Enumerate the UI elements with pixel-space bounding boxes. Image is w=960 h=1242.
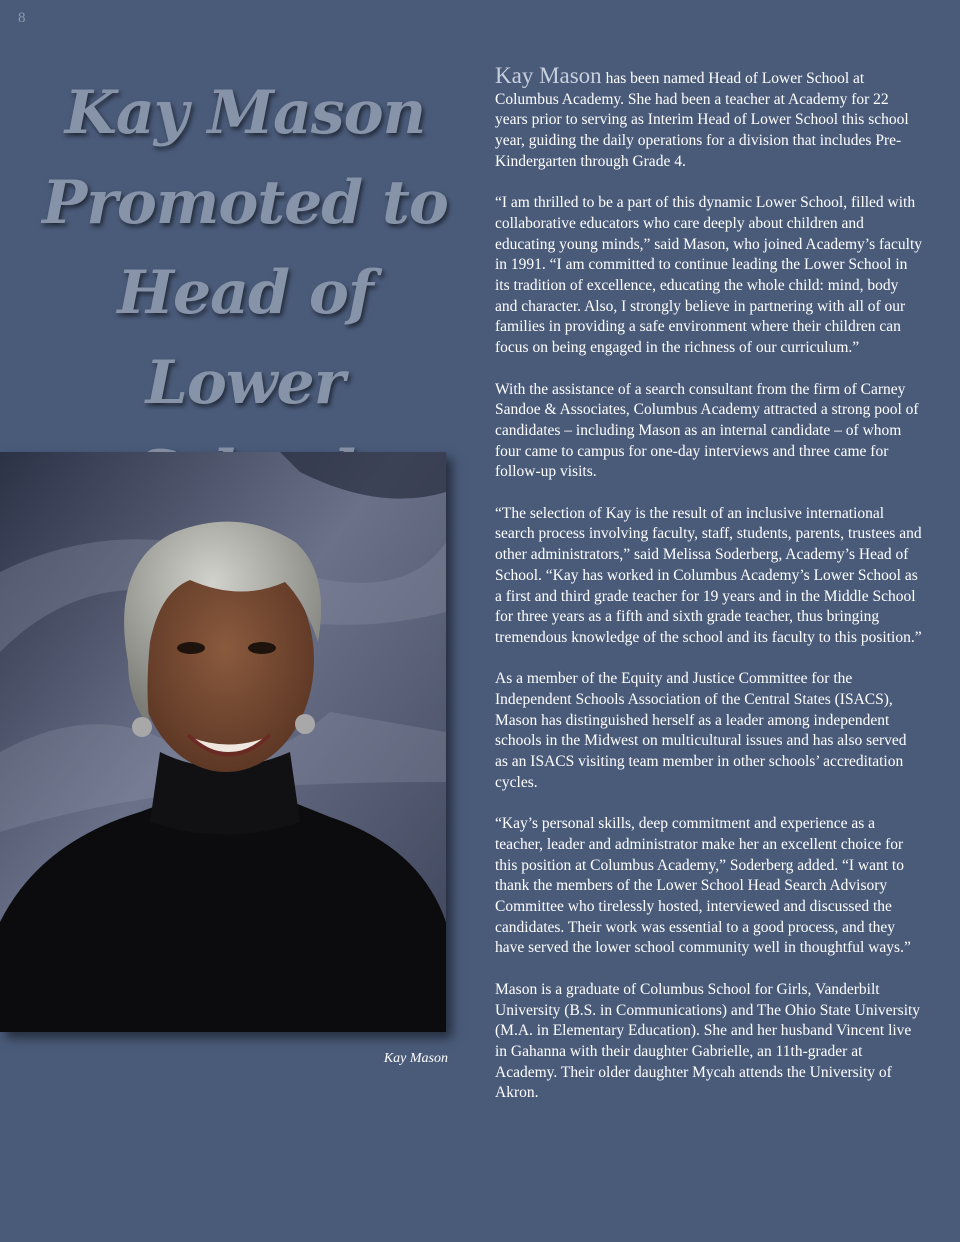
photo-caption: Kay Mason <box>383 1051 448 1066</box>
headline: Kay Mason Promoted to Head of Lower <box>42 78 448 418</box>
paragraph: With the assistance of a search consultant from the firm of Carney Sandoe & Associates, Columbus Academy attracted a strong pool of candidates – including Mason as an internal candidate – of whom four came to campus for one-day interviews and three came for follow-up visits. <box>495 380 919 481</box>
lead-name: Kay Mason <box>495 63 602 88</box>
portrait-photo <box>0 452 446 1032</box>
article-body <box>495 63 923 1125</box>
lead-text: has been named Head of Lower School at Columbus Academy. She had been a teacher at Academy for 22 years prior to serving as Interim Head of Lower School this school year, guiding the daily operations for a division that includes Pre-Kindergarten through Grade 4. <box>495 70 909 170</box>
paragraph: “I am thrilled to be a part of this dynamic Lower School, filled with collaborative educators who care deeply about children and educating young minds,” said Mason, who joined Academy’s faculty in 1991. “I am committed to continue leading the Lower School in its tradition of excellence, educating the whole child: mind, body and character. Also, I strongly believe in partnering with all of our families in providing a safe environment where their children can focus on being engaged in the richness of our curriculum.” <box>495 194 923 357</box>
paragraph: As a member of the Equity and Justice Committee for the Independent Schools Association of the Central States (ISACS), Mason has distinguished herself as a leader among independent schools in the Midwest on multicultural issues and has also served as an ISACS visiting team member in other schools’ accreditation cycles. <box>495 670 907 791</box>
page-number: 8 <box>18 10 26 26</box>
paragraph: “Kay’s personal skills, deep commitment and experience as a teacher, leader and administrator make her an excellent choice for this position at Columbus Academy,” Soderberg added. “I want to thank the members of the Lower School Head Search Advisory Committee who tirelessly hosted, interviewed and discussed the candidates. Their work was essential to a good process, and they have served the lower school community well in thoughtful ways.” <box>495 815 911 957</box>
paragraph: Mason is a graduate of Columbus School for Girls, Vanderbilt University (B.S. in Communications) and The Ohio State University (M.A. in Elementary Education). She and her husband Vincent live in Gahanna with their daughter Gabrielle, an 11th-grader at Academy. Their older daughter Mycah attends the University of Akron. <box>495 980 921 1102</box>
lead-paragraph <box>495 63 923 173</box>
paragraph: “The selection of Kay is the result of an inclusive international search process involving faculty, staff, students, parents, trustees and other administrators,” said Melissa Soderberg, Academy’s Head of School. “Kay has worked in Columbus Academy’s Lower School as a first and third grade teacher for 19 years and in the Middle School for three years as a fifth and sixth grade teacher, thus bringing tremendous knowledge of the school and its faculty to this position.” <box>495 504 922 646</box>
